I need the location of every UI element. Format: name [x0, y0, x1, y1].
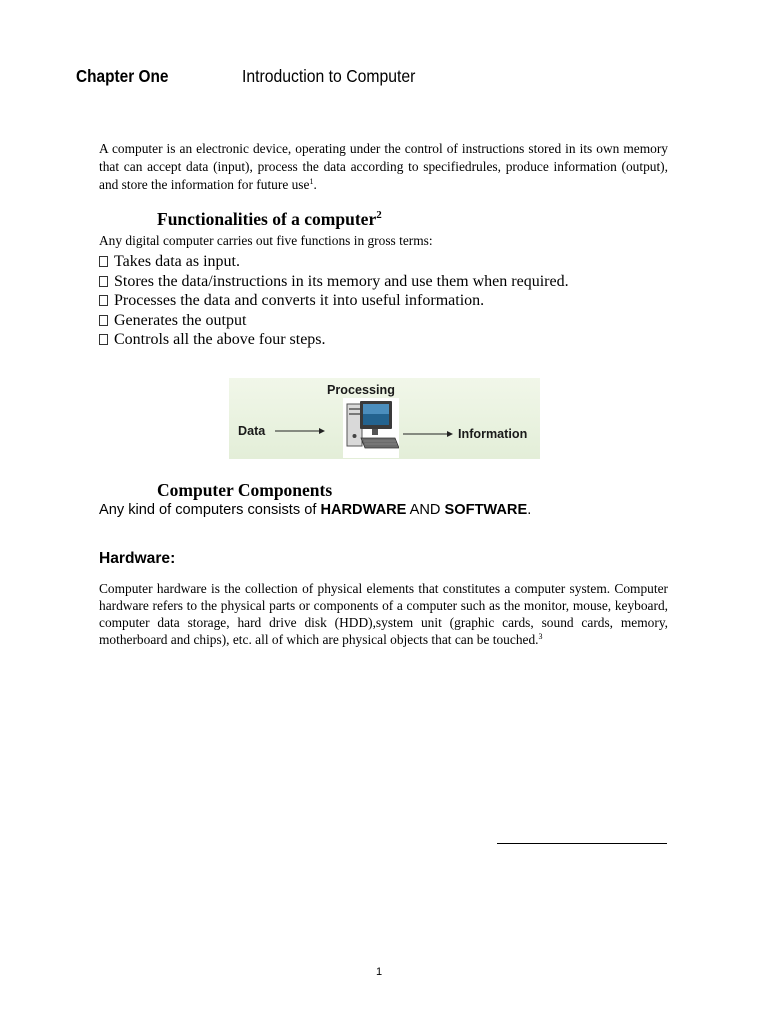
functionalities-list [99, 252, 599, 350]
list-item [99, 330, 599, 350]
footnote-separator [497, 843, 667, 844]
chapter-title: Introduction to Computer [242, 66, 416, 86]
components-line-prefix: Any kind of computers consists of [99, 502, 321, 518]
list-item [99, 272, 599, 292]
diagram-processing-label: Processing [327, 383, 395, 397]
functionalities-heading [157, 209, 382, 230]
data-processing-diagram [229, 378, 540, 459]
components-line-end: . [527, 502, 532, 518]
list-item-text: Processes the data and converts it into useful information. [114, 292, 485, 309]
checkbox-bullet-icon [99, 334, 108, 345]
list-item [99, 311, 599, 331]
desktop-computer-icon [327, 398, 399, 458]
list-item-text: Takes data as input. [114, 253, 240, 270]
software-keyword: SOFTWARE [444, 502, 528, 518]
checkbox-bullet-icon [99, 276, 108, 287]
computer-components-heading: Computer Components [157, 480, 333, 500]
hardware-keyword: HARDWARE [320, 502, 407, 518]
hardware-paragraph [99, 580, 668, 648]
intro-text: A computer is an electronic device, operating under the control of instructions stored in its own memory that can accept data (input), process the data according to specifiedrules, produce information (output), and store the information for future use [99, 141, 668, 192]
functionalities-heading-text: Functionalities of a computer [157, 209, 377, 229]
list-item-text: Controls all the above four steps. [114, 331, 326, 348]
chapter-label: Chapter One [76, 66, 169, 86]
intro-end: . [313, 177, 317, 192]
checkbox-bullet-icon [99, 315, 108, 326]
components-statement [99, 502, 531, 518]
diagram-data-label: Data [238, 424, 266, 438]
footnote-ref-3: 3 [538, 632, 543, 641]
diagram-information-label: Information [458, 427, 528, 441]
checkbox-bullet-icon [99, 295, 108, 306]
functionalities-intro: Any digital computer carries out five functions in gross terms: [99, 233, 433, 248]
footnote-ref-1: 1 [309, 177, 314, 186]
list-item [99, 252, 599, 272]
footnote-ref-2: 2 [376, 209, 382, 221]
intro-paragraph [99, 140, 668, 194]
page-number: 1 [376, 966, 383, 978]
components-and: AND [406, 502, 445, 518]
arrow-right-icon [275, 426, 325, 436]
hardware-heading: Hardware: [99, 550, 176, 567]
checkbox-bullet-icon [99, 256, 108, 267]
list-item [99, 291, 599, 311]
arrow-right-icon [403, 429, 453, 439]
list-item-text: Generates the output [114, 311, 247, 329]
list-item-text: Stores the data/instructions in its memory and use them when required. [114, 272, 569, 290]
hardware-text: Computer hardware is the collection of physical elements that constitutes a computer system. Computer hardware refers to the physical parts or components of a computer such as the monitor, mouse, keyboard, computer data storage, hard drive disk (HDD),system unit (graphic cards, sound cards, memory, motherboard and chips), etc. all of which are physical objects that can be touched. [99, 581, 668, 647]
